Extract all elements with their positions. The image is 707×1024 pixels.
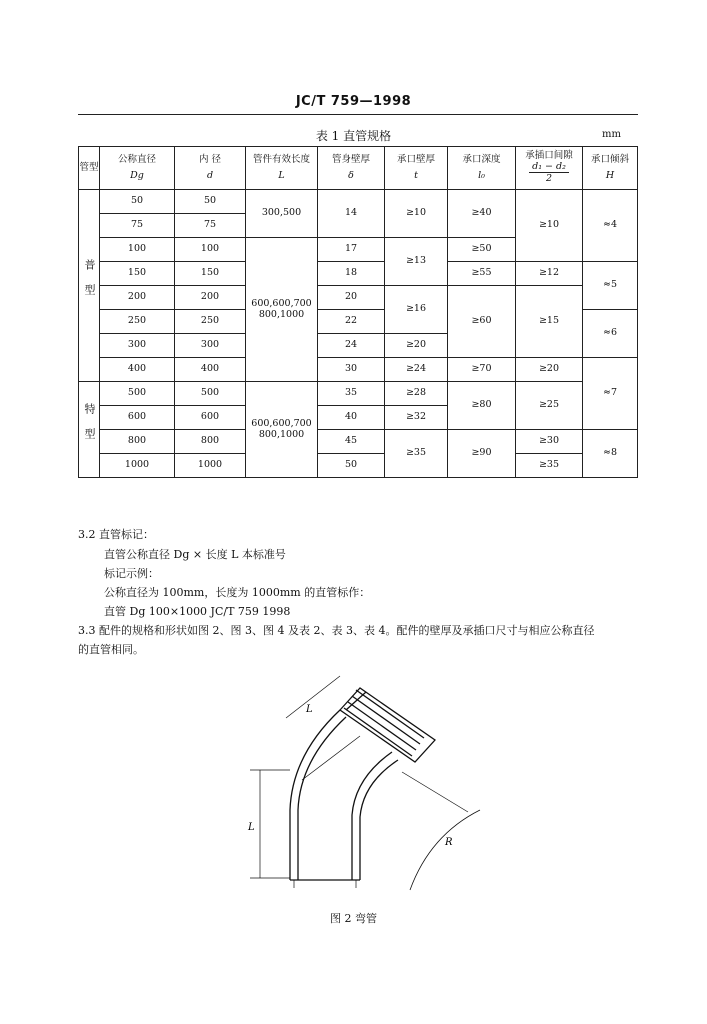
inner-cell: 250: [175, 310, 246, 334]
section-3-3-line1: 3.3 配件的规格和形状如图 2、图 3、图 4 及表 2、表 3、表 4。配件的壁厚及承插口尺寸与相应公称直径: [78, 624, 595, 637]
dg-cell: 800: [100, 430, 175, 454]
col-wall-header: 管身壁厚 δ: [318, 147, 385, 190]
gap-cell: ≥35: [516, 454, 583, 478]
socket-wall-cell: ≥32: [385, 406, 448, 430]
socket-wall-cell: ≥35: [385, 430, 448, 478]
inner-cell: 150: [175, 262, 246, 286]
gap-cell: ≥25: [516, 382, 583, 430]
table-row: [79, 190, 638, 214]
dg-cell: 50: [100, 190, 175, 214]
socket-wall-cell: ≥24: [385, 358, 448, 382]
document-code-header: JC/T 759—1998: [295, 94, 412, 109]
socket-depth-cell: ≥55: [448, 262, 516, 286]
section-3-2-line4: 直管 Dg 100×1000 JC/T 759 1998: [104, 605, 291, 618]
socket-wall-cell: ≥16: [385, 286, 448, 334]
wall-cell: 18: [318, 262, 385, 286]
dg-cell: 75: [100, 214, 175, 238]
inner-cell: 100: [175, 238, 246, 262]
dg-cell: 150: [100, 262, 175, 286]
section-3-2-line3: 公称直径为 100mm，长度为 1000mm 的直管标作：: [104, 586, 371, 599]
wall-cell: 14: [318, 190, 385, 238]
slope-cell: ≈6: [583, 310, 638, 358]
col-length-header: 管件有效长度 L: [246, 147, 318, 190]
table-header-row: [79, 147, 638, 190]
gap-cell: ≥20: [516, 358, 583, 382]
length-cell: 600,600,700 800,1000: [246, 238, 318, 382]
dg-cell: 300: [100, 334, 175, 358]
inner-cell: 400: [175, 358, 246, 382]
table-unit: mm: [602, 129, 621, 140]
slope-cell: ≈4: [583, 190, 638, 262]
section-3-2-line2: 标记示例：: [104, 567, 159, 580]
section-3-3-line2: 的直管相同。: [78, 643, 144, 656]
table-row: [79, 382, 638, 406]
socket-depth-cell: ≥70: [448, 358, 516, 382]
inner-cell: 75: [175, 214, 246, 238]
dg-cell: 400: [100, 358, 175, 382]
col-socket-wall-header: 承口壁厚 t: [385, 147, 448, 190]
wall-cell: 45: [318, 430, 385, 454]
length-cell: 600,600,700 800,1000: [246, 382, 318, 478]
gap-cell: ≥10: [516, 190, 583, 262]
dg-cell: 500: [100, 382, 175, 406]
gap-cell: ≥12: [516, 262, 583, 286]
gap-cell: ≥15: [516, 286, 583, 358]
inner-cell: 500: [175, 382, 246, 406]
header-rule: [78, 114, 638, 115]
section-3-2-line1: 直管公称直径 Dg × 长度 L 本标准号: [104, 548, 286, 561]
col-gap-header: 承插口间隙 $\frac{\text{d₁ − d₂}}{2}$: [516, 147, 583, 190]
col-inner-header: 内 径 d: [175, 147, 246, 190]
socket-depth-cell: ≥90: [448, 430, 516, 478]
socket-depth-cell: ≥40: [448, 190, 516, 238]
dg-cell: 250: [100, 310, 175, 334]
inner-cell: 50: [175, 190, 246, 214]
inner-cell: 300: [175, 334, 246, 358]
radius-label: R: [445, 837, 453, 848]
slope-cell: ≈7: [583, 358, 638, 430]
dg-cell: 600: [100, 406, 175, 430]
socket-depth-cell: ≥50: [448, 238, 516, 262]
length-cell: 300,500: [246, 190, 318, 238]
socket-depth-cell: ≥60: [448, 286, 516, 358]
dg-cell: 200: [100, 286, 175, 310]
table-row: [79, 262, 638, 286]
section-3-2-title: 3.2 直管标记：: [78, 528, 154, 541]
table-row: [79, 454, 638, 478]
wall-cell: 22: [318, 310, 385, 334]
inner-cell: 800: [175, 430, 246, 454]
table-caption: 表 1 直管规格: [315, 129, 392, 143]
bend-pipe-drawing: [230, 660, 490, 900]
wall-cell: 50: [318, 454, 385, 478]
inner-cell: 600: [175, 406, 246, 430]
inner-wall-outer: [352, 752, 392, 880]
wall-cell: 35: [318, 382, 385, 406]
col-dg-header: 公称直径 Dg: [100, 147, 175, 190]
socket-wall-cell: ≥10: [385, 190, 448, 238]
figure-caption: 图 2 弯管: [330, 912, 377, 925]
inner-cell: 1000: [175, 454, 246, 478]
socket-wall-cell: ≥28: [385, 382, 448, 406]
gap-cell: ≥30: [516, 430, 583, 454]
inner-cell: 200: [175, 286, 246, 310]
wall-cell: 17: [318, 238, 385, 262]
slope-cell: ≈8: [583, 430, 638, 478]
outer-wall-inner: [298, 717, 346, 880]
col-slope-header: 承口倾斜 H: [583, 147, 638, 190]
dg-cell: 1000: [100, 454, 175, 478]
socket-wall-cell: ≥13: [385, 238, 448, 286]
table-row: [79, 286, 638, 310]
table-row: [79, 430, 638, 454]
slope-cell: ≈5: [583, 262, 638, 310]
socket-outline: [340, 688, 435, 762]
table-row: [79, 358, 638, 382]
dimension-label-lower: L: [248, 822, 255, 833]
pipe-spec-table: [78, 146, 638, 478]
wall-cell: 24: [318, 334, 385, 358]
col-socket-depth-header: 承口深度 l₀: [448, 147, 516, 190]
type-cell: 普型: [79, 190, 100, 382]
wall-cell: 40: [318, 406, 385, 430]
wall-cell: 30: [318, 358, 385, 382]
dg-cell: 100: [100, 238, 175, 262]
col-type-header: 管型: [79, 147, 100, 190]
dimension-label-upper: L: [306, 704, 313, 715]
socket-wall-cell: ≥20: [385, 334, 448, 358]
socket-depth-cell: ≥80: [448, 382, 516, 430]
wall-cell: 20: [318, 286, 385, 310]
type-cell: 特型: [79, 382, 100, 478]
